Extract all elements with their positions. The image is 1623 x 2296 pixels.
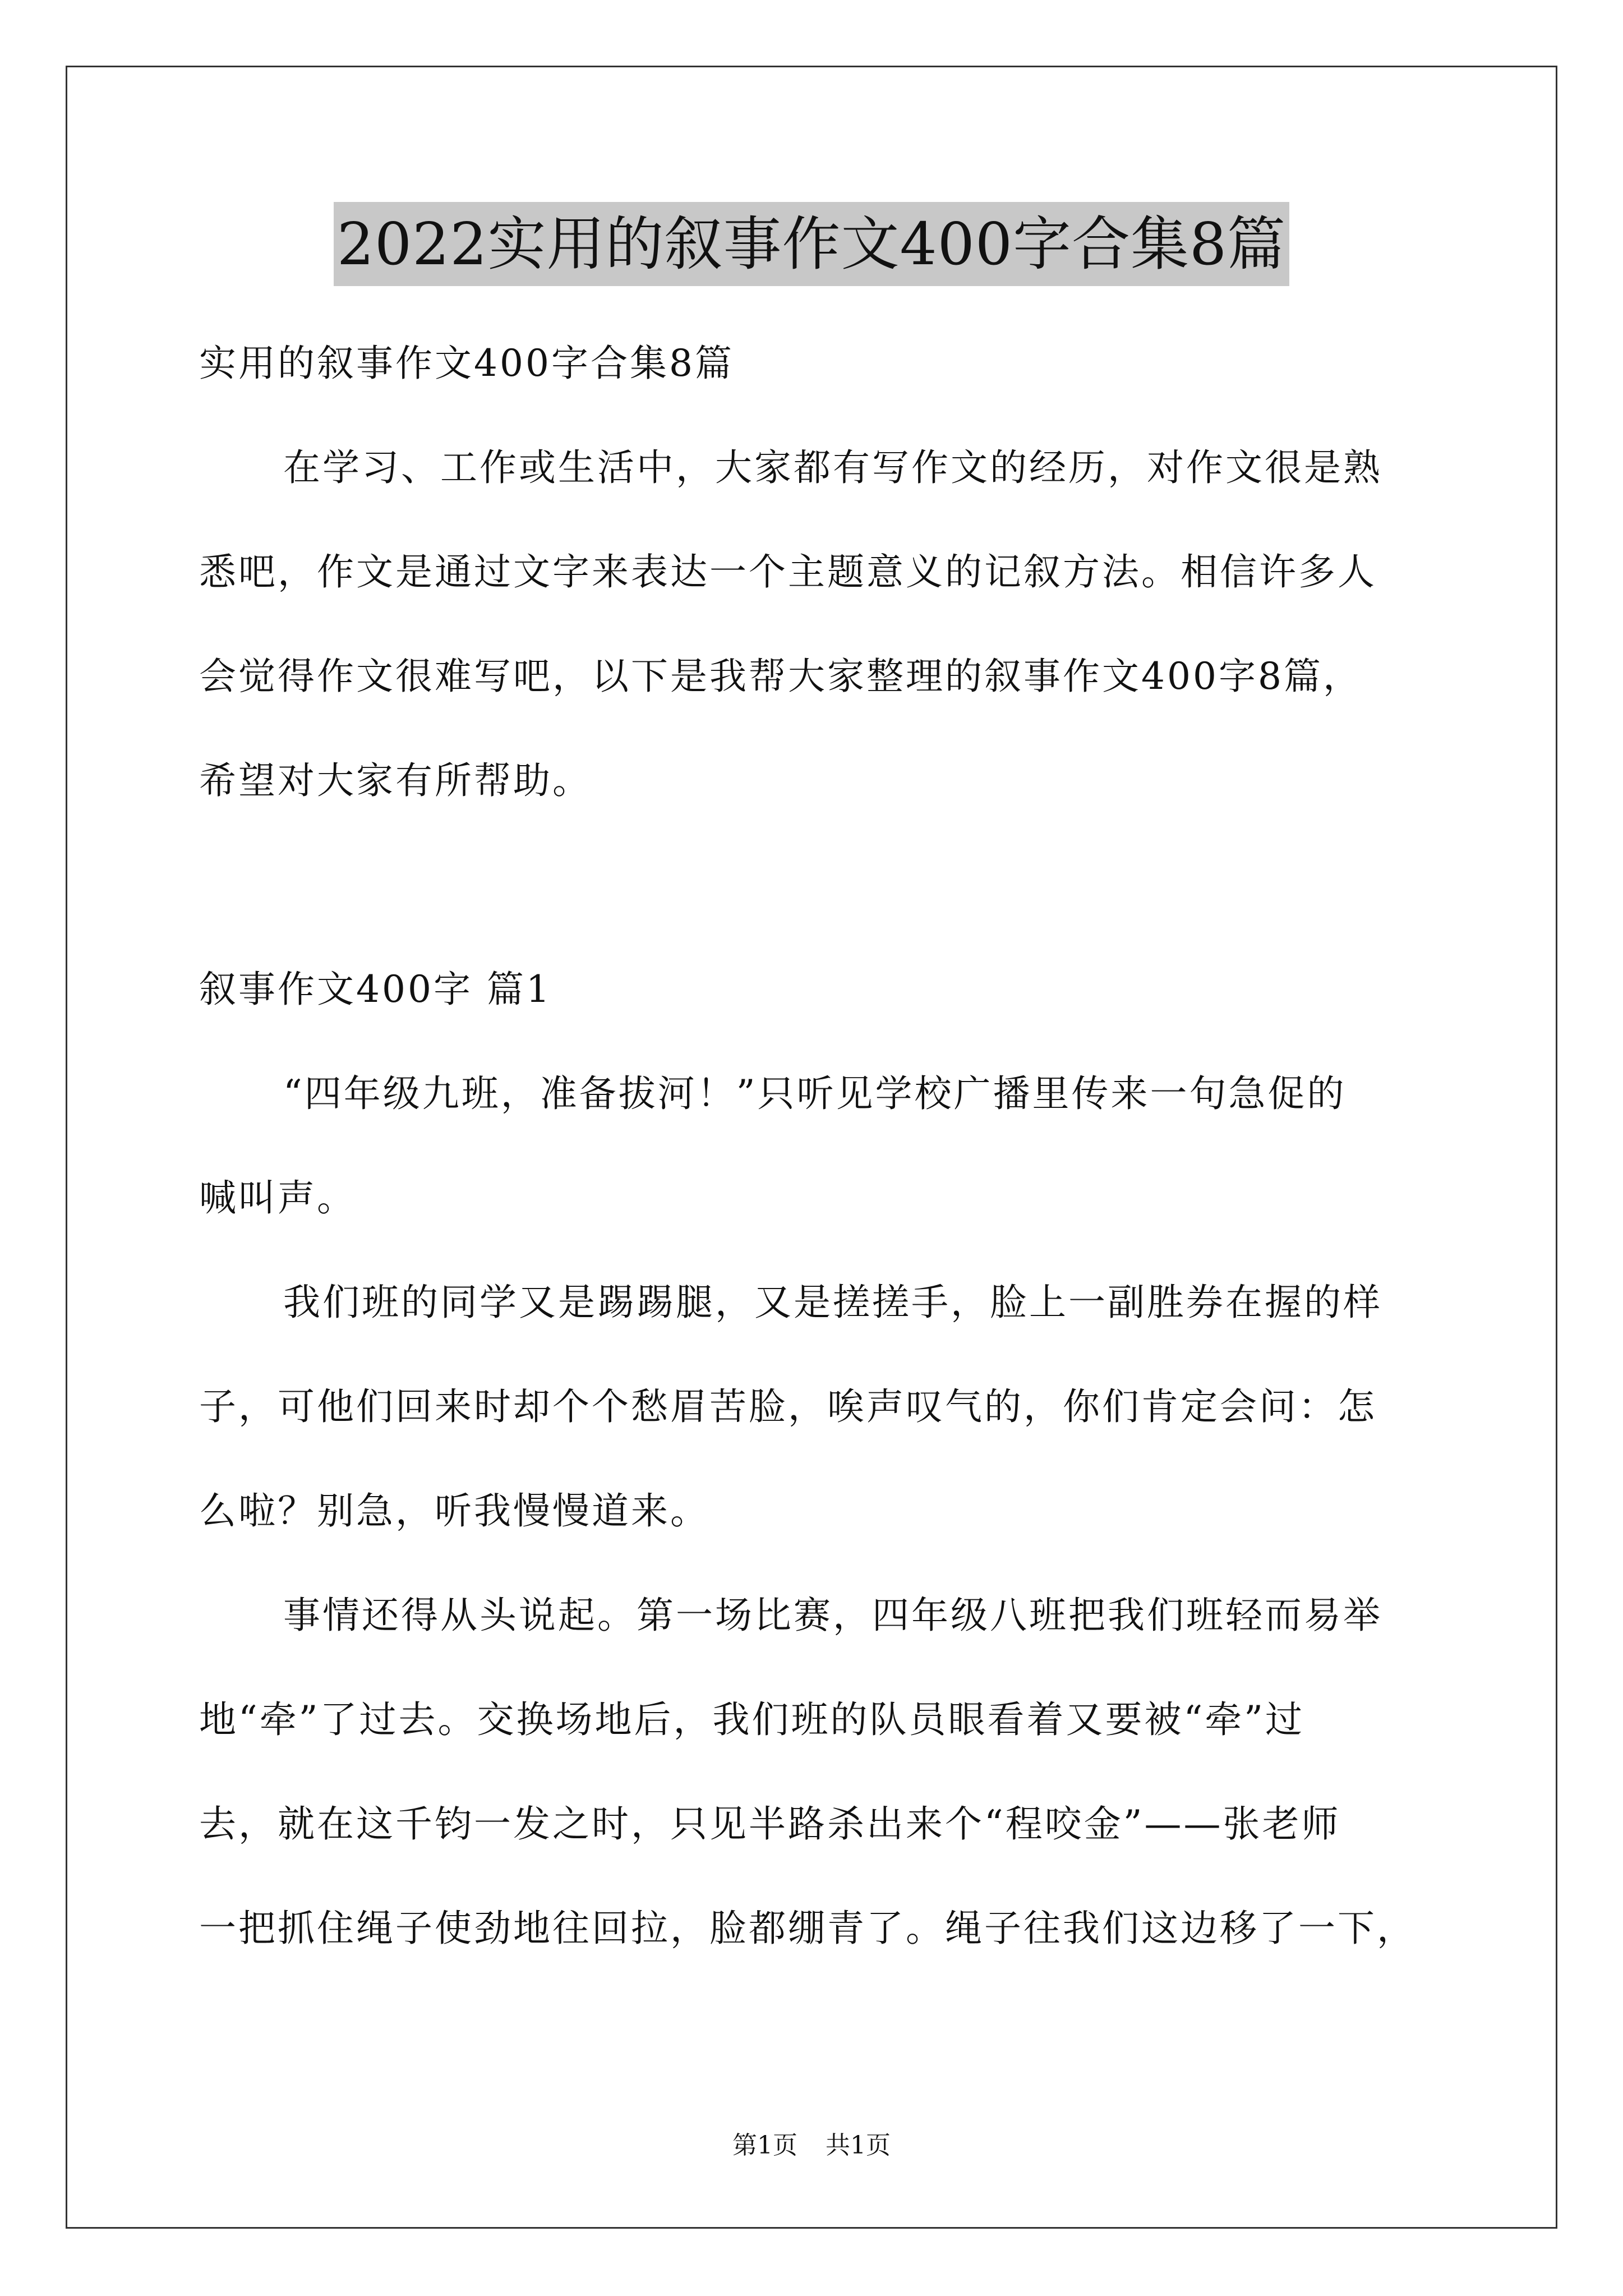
paragraph-line: 地“牵”了过去。交换场地后，我们班的队员眼看着又要被“牵”过 [199, 1698, 1304, 1741]
intro-line: 希望对大家有所帮助。 [199, 759, 592, 802]
intro-line: 悉吧，作文是通过文字来表达一个主题意义的记叙方法。相信许多人 [199, 550, 1377, 593]
intro-line: 会觉得作文很难写吧，以下是我帮大家整理的叙事作文400字8篇， [199, 655, 1362, 698]
paragraph-line: 一把抓住绳子使劲地往回拉，脸都绷青了。绳子往我们这边移了一下， [199, 1907, 1416, 1950]
paragraph-line: 我们班的同学又是踢踢腿，又是搓搓手，脸上一副胜券在握的样 [283, 1281, 1382, 1324]
title-wrap [0, 202, 1623, 286]
paragraph-gap [199, 833, 1427, 937]
section-heading: 叙事作文400字 篇1 [199, 968, 552, 1011]
page-number: 第1页 [732, 2131, 797, 2160]
paragraph-line: 喊叫声。 [199, 1176, 356, 1220]
intro-line: 在学习、工作或生活中，大家都有写作文的经历，对作文很是熟 [283, 446, 1382, 489]
page-footer [0, 2129, 1623, 2162]
paragraph-line: 去，就在这千钧一发之时，只见半路杀出来个“程咬金”——张老师 [199, 1802, 1341, 1846]
document-title: 2022实用的叙事作文400字合集8篇 [334, 202, 1289, 286]
paragraph-line: “四年级九班，准备拔河！”只听见学校广播里传来一句急促的 [283, 1072, 1347, 1115]
paragraph-line: 子，可他们回来时却个个愁眉苦脸，唉声叹气的，你们肯定会问：怎 [199, 1385, 1377, 1428]
document-subtitle: 实用的叙事作文400字合集8篇 [199, 342, 734, 385]
paragraph-line: 么啦？别急，听我慢慢道来。 [199, 1489, 709, 1533]
paragraph-line: 事情还得从头说起。第一场比赛，四年级八班把我们班轻而易举 [283, 1594, 1382, 1637]
page-total: 共1页 [826, 2131, 891, 2160]
document-body [199, 311, 1427, 1981]
